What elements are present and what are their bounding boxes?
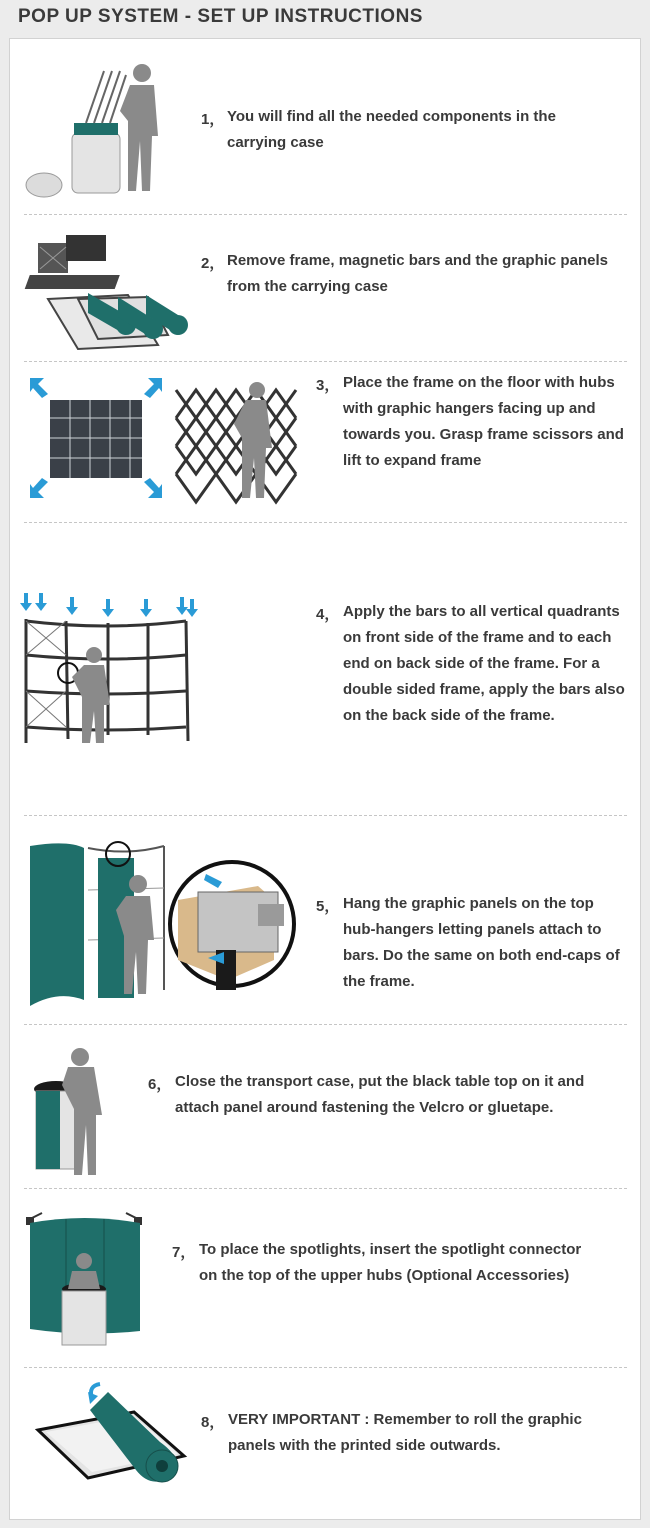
step-7-number: 7， — [172, 1244, 196, 1261]
step-8-text: VERY IMPORTANT : Remember to roll the graphic panels with the printed side outwards. — [228, 1411, 582, 1454]
step-3-number: 3， — [316, 377, 340, 394]
step-4 — [10, 523, 640, 815]
step-5-number: 5， — [316, 898, 340, 915]
step-7 — [10, 1189, 640, 1367]
step-2-text: Remove frame, magnetic bars and the graphic panels from the carrying case — [227, 252, 608, 295]
apply-bars-illustration — [20, 593, 200, 753]
step-8 — [10, 1368, 640, 1518]
step-1-number: 1， — [201, 111, 225, 128]
step-6-text: Close the transport case, put the black table top on it and attach panel around fastening the Velcro or gluetape. — [175, 1073, 585, 1116]
step-4-text: Apply the bars to all vertical quadrants on front side of the frame and to each end on back side of the frame. For a double sided frame, apply the bars also on the back side of the frame. — [343, 603, 625, 724]
hang-panels-illustration — [28, 840, 298, 1010]
expand-frame-illustration — [28, 378, 308, 508]
instructions-panel — [9, 38, 641, 1520]
step-1 — [10, 39, 640, 214]
frame-and-panels-illustration — [38, 225, 198, 355]
step-5-text: Hang the graphic panels on the top hub-hangers letting panels attach to bars. Do the same on both end-caps of the frame. — [343, 895, 620, 990]
page-title: POP UP SYSTEM - SET UP INSTRUCTIONS — [18, 6, 423, 27]
roll-panels-illustration — [38, 1382, 188, 1502]
step-2-number: 2， — [201, 255, 225, 272]
step-6-number: 6， — [148, 1076, 172, 1093]
step-3-text: Place the frame on the floor with hubs with graphic hangers facing up and towards you. Grasp frame scissors and lift to expand frame — [343, 374, 624, 469]
step-5 — [10, 816, 640, 1024]
step-2 — [10, 215, 640, 361]
carrying-case-illustration — [24, 61, 184, 211]
step-1-text: You will find all the needed components in the carrying case — [227, 108, 556, 151]
step-7-text: To place the spotlights, insert the spotlight connector on the top of the upper hubs (Optional Accessories) — [199, 1241, 582, 1284]
spotlights-illustration — [26, 1205, 146, 1355]
transport-case-illustration — [34, 1045, 134, 1185]
step-6 — [10, 1025, 640, 1188]
step-4-number: 4， — [316, 606, 340, 623]
step-3 — [10, 362, 640, 522]
step-8-number: 8， — [201, 1414, 225, 1431]
